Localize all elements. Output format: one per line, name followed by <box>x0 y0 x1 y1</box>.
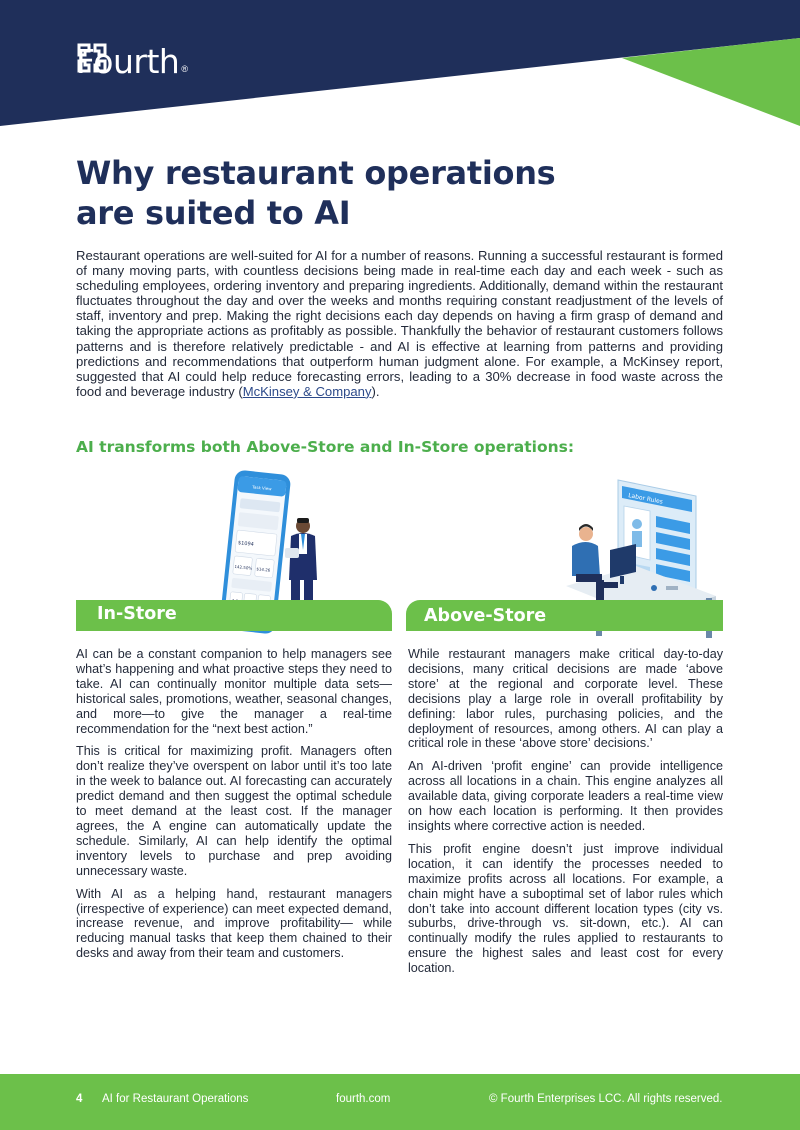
fourth-logo-icon <box>76 42 108 74</box>
intro-end: ). <box>371 383 380 399</box>
above-store-paragraph: This profit engine doesn’t just improve individual location, it can identify the processes needed to maximize profits across all locations. For example, a chain might have a suboptimal set of labor rules which don’t take into account different location types (city vs. suburbs, drive-through vs. sit-down, etc.). AI can continually modify the rules applied to restaurants to ensure the highest sales and least cost for every location. <box>408 841 723 976</box>
above-store-heading: Above-Store <box>424 606 547 626</box>
in-store-heading: In-Store <box>97 604 177 624</box>
page-footer <box>0 1074 800 1130</box>
phone-stat-1: $1094 <box>237 540 255 548</box>
page-title: Why restaurant operations are suited to AI <box>76 154 556 232</box>
phone-header-text: Task View <box>251 484 272 492</box>
trademark-mark: ® <box>181 63 188 74</box>
in-store-paragraph: With AI as a helping hand, restaurant managers (irrespective of experience) can meet expected demand, increase revenue, and improve profitability— while reducing manual tasks that keep them chained to their desks and away from their team and customers. <box>76 886 392 961</box>
in-store-column <box>76 647 392 969</box>
phone-stat-3: $14.26 <box>256 566 271 573</box>
intro-paragraph <box>76 248 723 399</box>
intro-text: Restaurant operations are well-suited for AI for a number of reasons. Running a successful restaurant is formed of many moving parts, with countless decisions being made in real-time each day and each week - such as scheduling employees, ordering inventory and preparing ingredients. Additionally, demand within the restaurant fluctuates throughout the day and over the weeks and months requiring constant readjustment of the levels of staff, inventory and prep. Making the right decisions each day depends on having a firm grasp of demand and taking the appropriate actions as profitably as possible. Thankfully the behavior of restaurant customers follows patterns and is therefore relatively predictable - and AI is effective at learning from patterns and providing predictions and recommendations that outperform human judgment alone. For example, a McKinsey report, suggested that AI could help reduce forecasting errors, leading to a 30% decrease in food waste across the food and beverage industry ( <box>76 248 723 399</box>
in-store-paragraph: AI can be a constant companion to help managers see what’s happening and what proactive steps they need to take. AI can continually monitor multiple data sets—historical sales, promotions, weather, seasonal changes, and more—to give the manager a real-time recommendation for the “next best action.” <box>76 647 392 736</box>
above-store-column <box>408 647 723 984</box>
section-subheading: AI transforms both Above-Store and In-Store operations: <box>76 438 575 456</box>
dashboard-title: Labor Rules <box>627 492 664 506</box>
above-store-paragraph: An AI-driven ‘profit engine’ can provide intelligence across all locations in a chain. This engine analyzes all available data, giving corporate leaders a real-time view on how each location is performing. It then provides insights where corrective action is needed. <box>408 759 723 833</box>
footer-doc-title: AI for Restaurant Operations <box>102 1093 249 1105</box>
page-number: 4 <box>76 1093 83 1105</box>
page-header <box>0 0 800 130</box>
phone-stat-2: 142.50% <box>234 563 253 571</box>
above-store-paragraph: While restaurant managers make critical day-to-day decisions, many critical decisions are made ‘above store’ at the regional and corporate level. These decisions play a large role in overall profitability by defining: labor rules, purchasing policies, and the deployment of resources, among others. AI can play a critical role in these ‘above store’ decisions.’ <box>408 647 723 751</box>
mckinsey-link[interactable]: McKinsey & Company <box>242 383 372 399</box>
footer-site-link[interactable]: fourth.com <box>336 1093 391 1105</box>
in-store-paragraph: This is critical for maximizing profit. Managers often don’t realize they’ve overspent on labor until it’s too late in the week to balance out. AI forecasting can accurately predict demand and then suggest the optimal schedule to meet demand at the least cost. If the manager agrees, the A engine can automatically update the schedule. Similarly, AI can help identify the optimal inventory levels to purchase and prep avoiding unnecessary waste. <box>76 744 392 878</box>
brand-name: Fourth <box>76 42 180 81</box>
footer-copyright: © Fourth Enterprises LCC. All rights reserved. <box>489 1093 723 1105</box>
fourth-logo <box>76 42 188 81</box>
